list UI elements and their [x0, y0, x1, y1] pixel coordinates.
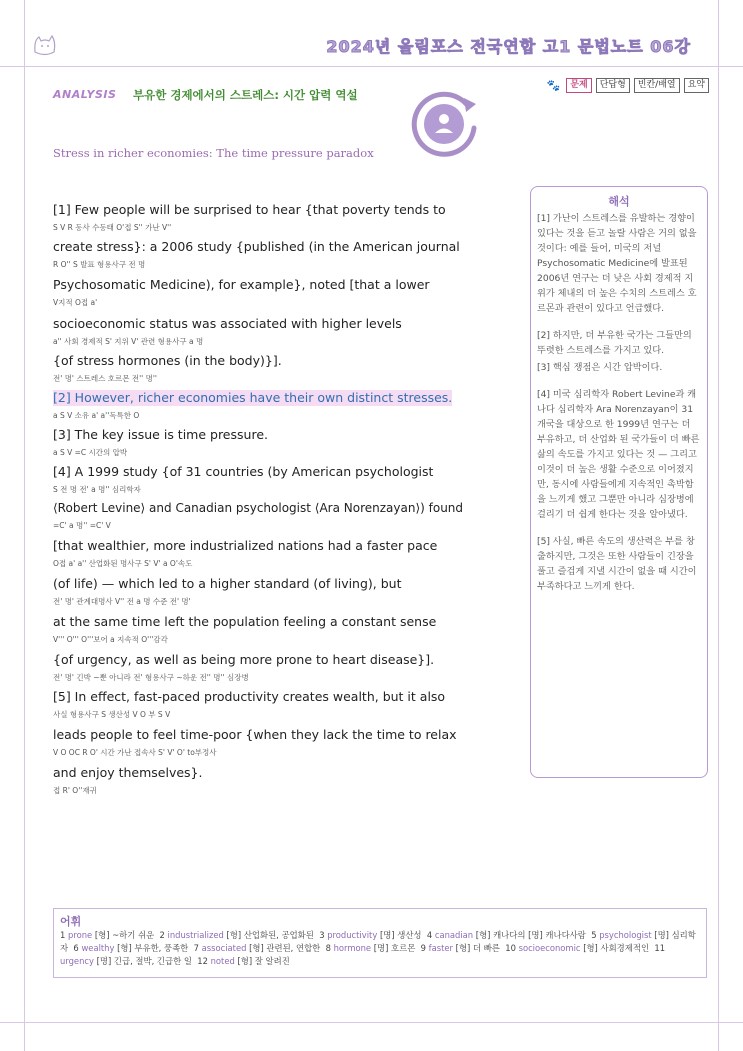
- vocab-word: noted: [210, 956, 235, 966]
- vocab-num: 4: [426, 930, 433, 940]
- passage-line-13: {of urgency, as well as being more prone to heart disease}].: [53, 652, 435, 667]
- passage-line-2: create stress}: a 2006 study {published (in the American journal: [53, 239, 460, 254]
- passage-line-9: ⟨Robert Levine⟩ and Canadian psychologist ⟨Ara Norenzayan⟩) found: [53, 501, 464, 515]
- passage-line-11: (of life) — which led to a higher standard (of living), but: [53, 576, 402, 591]
- tab-blank-order[interactable]: 빈칸/배열: [634, 78, 680, 93]
- vocab-word: industrialized: [167, 930, 224, 940]
- translation-paragraph-4: [4] 미국 심리학자 Robert Levine과 캐나다 심리학자 Ara Norenzayan이 31개국을 대상으로 한 1999년 연구는 더 부유하고, 더 산업화 된 국가들이 더 빠른 삶의 속도를 가지고 있다는 것 — 그리고 이것이 더 높은 생활 수준으로 이어졌지만, 동시에 사람들에게 지속적인 촉박함을 느끼게 했고 그뿐만 아니라 심장병에 걸리기 더 쉽게 한다는 것을 알아냈다.: [537, 389, 700, 520]
- tab-short-answer[interactable]: 단답형: [596, 78, 630, 93]
- passage-annotation-5: 전' 명' 스트레스 호르몬 전'' 명'': [53, 374, 157, 383]
- vocab-word: productivity: [327, 930, 378, 940]
- translation-paragraph-1: [1] 가난이 스트레스를 유발하는 경향이 있다는 것을 듣고 놀랄 사람은 거의 없을 것이다: 예를 들어, 미국의 저널 Psychosomatic Medicine에 발표된 2006년 연구는 더 낮은 사회 경제적 지위가 체내의 더 높은 수치의 스트레스 호르몬과 관련이 있다고 언급했다.: [537, 213, 697, 314]
- right-margin-line: [718, 0, 719, 1051]
- vocab-num: 9: [420, 943, 426, 953]
- vocab-num: 8: [325, 943, 331, 953]
- vocab-num: 10: [505, 943, 516, 953]
- vocab-meaning: [명] 호르몬: [373, 943, 416, 953]
- tab-problem[interactable]: 문제: [566, 78, 591, 93]
- passage-line-12: at the same time left the population feeling a constant sense: [53, 614, 437, 629]
- vocab-word: wealthy: [81, 943, 115, 953]
- passage-line-4: socioeconomic status was associated with higher levels: [53, 316, 402, 331]
- vocab-num: 12: [197, 956, 208, 966]
- passage-annotation-9: =C' a 명'' =C' V: [53, 521, 111, 530]
- vocab-num: 2: [159, 930, 165, 940]
- analysis-title: 부유한 경제에서의 스트레스: 시간 압력 역설: [133, 88, 358, 102]
- vocab-meaning: [명] 심리학자: [60, 930, 696, 953]
- passage-line-16: and enjoy themselves}.: [53, 765, 203, 780]
- translation-paragraph-2: [2] 하지만, 더 부유한 국가는 그들만의 뚜렷한 스트레스를 가지고 있다.: [537, 330, 692, 356]
- vocab-meaning: [형] 캐나다의 [명] 캐나다사람: [475, 930, 586, 940]
- translation-paragraph-3: [3] 핵심 쟁점은 시간 압박이다.: [537, 362, 663, 373]
- vocab-meaning: [형] 부유한, 풍족한: [117, 943, 189, 953]
- vocab-word: hormone: [333, 943, 372, 953]
- passage-line-7: [3] The key issue is time pressure.: [53, 427, 268, 442]
- vocabulary-list: [60, 929, 700, 968]
- translation-panel: [530, 186, 708, 778]
- vocab-meaning: [형] 사회경제적인: [583, 943, 650, 953]
- vocabulary-title: 어휘: [60, 915, 82, 928]
- translation-paragraph-5: [5] 사실, 빠른 속도의 생산력은 부를 창출하지만, 그것은 또한 사람들이 긴장을 풀고 즐겁게 지낼 시간이 없을 때 시간이 부족하다고 느끼게 한다.: [537, 536, 697, 592]
- cat-mascot-icon: [30, 30, 60, 60]
- tab-summary[interactable]: 요약: [684, 78, 709, 93]
- vocab-num: 11: [654, 943, 666, 953]
- passage-annotation-4: a'' 사회 경제적 S' 지위 V' 관련 형용사구 a 명: [53, 337, 204, 346]
- translation-title: 해석: [608, 195, 630, 208]
- vocab-meaning: [형] 산업화된, 공업화된: [226, 930, 314, 940]
- category-tabs: [547, 78, 709, 93]
- page-title: 2024년 올림포스 전국연합 고1 문법노트 06강: [326, 37, 691, 56]
- passage-line-3: Psychosomatic Medicine), for example}, noted [that a lower: [53, 277, 430, 292]
- passage-annotation-6: a S V 소유 a' a''독특한 O: [53, 411, 140, 420]
- passage-annotation-15: V O OC R O' 시간 가난 접속사 S' V' O' to부정사: [53, 748, 217, 757]
- vocab-num: 7: [193, 943, 199, 953]
- vocabulary-panel: [53, 908, 707, 978]
- passage-annotation-2: R O'' S 발표 형용사구 전 명: [53, 260, 146, 269]
- vocab-word: associated: [201, 943, 247, 953]
- passage-annotation-11: 전' 명' 관계대명사 V'' 전 a 명 수준 전' 명': [53, 597, 191, 606]
- left-margin-line: [24, 0, 25, 1051]
- vocab-word: urgency: [60, 956, 94, 966]
- passage-annotation-14: 사실 형용사구 S 생산성 V O 부 S V: [53, 710, 171, 719]
- passage-annotation-7: a S V =C 시간의 압박: [53, 448, 128, 457]
- passage-annotation-13: 전' 명' 긴박 ~뿐 아니라 전' 형용사구 ~하운 전'' 명'' 심장병: [53, 673, 249, 682]
- passage-line-14: [5] In effect, fast-paced productivity creates wealth, but it also: [53, 689, 446, 704]
- vocab-meaning: [명] 긴급, 절박, 긴급한 일: [96, 956, 192, 966]
- passage-line-8: [4] A 1999 study {of 31 countries (by American psychologist: [53, 464, 434, 479]
- vocab-meaning: [형] 잘 알려진: [237, 956, 290, 966]
- time-pressure-clock-icon: [404, 84, 484, 164]
- vocab-meaning: [형] 관련된, 연합한: [249, 943, 321, 953]
- passage-line-1: [1] Few people will be surprised to hear {that poverty tends to: [53, 202, 446, 217]
- passage-annotation-3: V지적 O접 a': [53, 298, 98, 307]
- paw-icon: 🐾: [546, 79, 561, 92]
- passage-annotation-8: S 전 명 전' a 명'' 심리학자: [53, 485, 141, 494]
- passage-annotation-1: S V R 동사 수동태 O'접 S'' 가난 V'': [53, 223, 172, 232]
- vocab-num: 5: [591, 930, 597, 940]
- vocab-meaning: [형] ~하기 쉬운: [94, 930, 155, 940]
- passage-line-6: [2] However, richer economies have their own distinct stresses.: [53, 390, 453, 405]
- passage-annotation-12: V''' O''' O'''보어 a 지속적 O'''감각: [53, 635, 168, 644]
- passage-line-5: {of stress hormones (in the body)}].: [53, 353, 282, 368]
- vocab-word: faster: [428, 943, 453, 953]
- passage-annotation-16: 접 R' O''재귀: [53, 786, 97, 795]
- vocab-word: psychologist: [599, 930, 652, 940]
- passage-line-15: leads people to feel time-poor {when they lack the time to relax: [53, 727, 457, 742]
- vocab-word: canadian: [434, 930, 474, 940]
- vocab-word: prone: [68, 930, 93, 940]
- footer-divider: [0, 1022, 743, 1023]
- vocab-num: 3: [319, 930, 325, 940]
- analysis-label: ANALYSIS: [53, 88, 117, 101]
- vocab-num: 1: [60, 930, 66, 940]
- passage-annotation-10: O접 a' a'' 산업화된 명사구 S' V' a O'속도: [53, 559, 193, 568]
- passage-line-10: [that wealthier, more industrialized nations had a faster pace: [53, 538, 438, 553]
- vocab-word: socioeconomic: [518, 943, 581, 953]
- header-divider: [0, 66, 743, 67]
- vocab-meaning: [명] 생산성: [379, 930, 422, 940]
- vocab-meaning: [형] 더 빠른: [455, 943, 500, 953]
- analysis-subtitle: Stress in richer economies: The time pressure paradox: [53, 146, 374, 160]
- vocab-num: 6: [73, 943, 79, 953]
